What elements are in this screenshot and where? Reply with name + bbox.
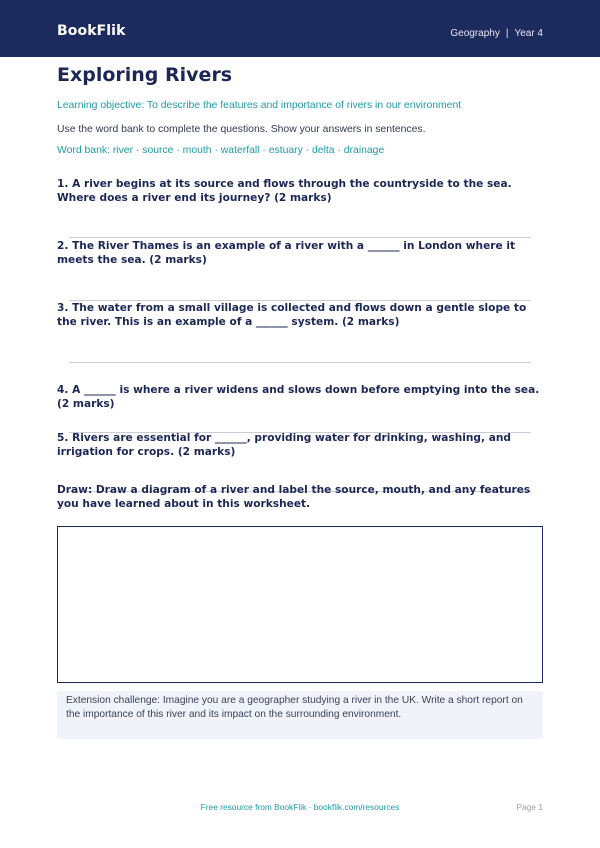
subject-label: Geography	[450, 28, 500, 39]
separator: |	[505, 28, 509, 39]
drawing-area[interactable]	[57, 526, 543, 683]
draw-task: Draw: Draw a diagram of a river and label the source, mouth, and any features you have learned about in this worksheet.	[57, 484, 531, 510]
instructions: Use the word bank to complete the questions. Show your answers in sentences.	[57, 124, 426, 135]
question-3: 3. The water from a small village is collected and flows down a gentle slope to the river. This is an example of a ______ system. (2 marks)	[57, 302, 527, 328]
brand-logo: BookFlik	[57, 23, 126, 39]
learning-objective: Learning objective: To describe the features and importance of rivers in our environment	[57, 100, 462, 111]
page-number: Page 1	[516, 802, 543, 812]
answer-line	[69, 237, 531, 238]
answer-line	[69, 362, 531, 363]
extension-challenge: Extension challenge: Imagine you are a geographer studying a river in the UK. Write a short report on the importance of this river and its impact on the surrounding environment.	[57, 691, 543, 739]
subject-year-label	[450, 28, 543, 39]
question-1: 1. A river begins at its source and flows through the countryside to the sea. Where does a river end its journey? (2 marks)	[57, 178, 512, 204]
question-4: 4. A ______ is where a river widens and slows down before emptying into the sea. (2 marks)	[57, 384, 540, 410]
question-5: 5. Rivers are essential for ______, providing water for drinking, washing, and irrigation for crops. (2 marks)	[57, 432, 511, 458]
year-label: Year 4	[514, 28, 543, 39]
header-bar	[0, 0, 600, 57]
word-bank: Word bank: river · source · mouth · waterfall · estuary · delta · drainage	[57, 145, 385, 156]
footer-link[interactable]: Free resource from BookFlik · bookflik.com/resources	[200, 802, 400, 812]
worksheet-title: Exploring Rivers	[57, 64, 233, 86]
question-2: 2. The River Thames is an example of a river with a ______ in London where it meets the sea. (2 marks)	[57, 240, 516, 266]
